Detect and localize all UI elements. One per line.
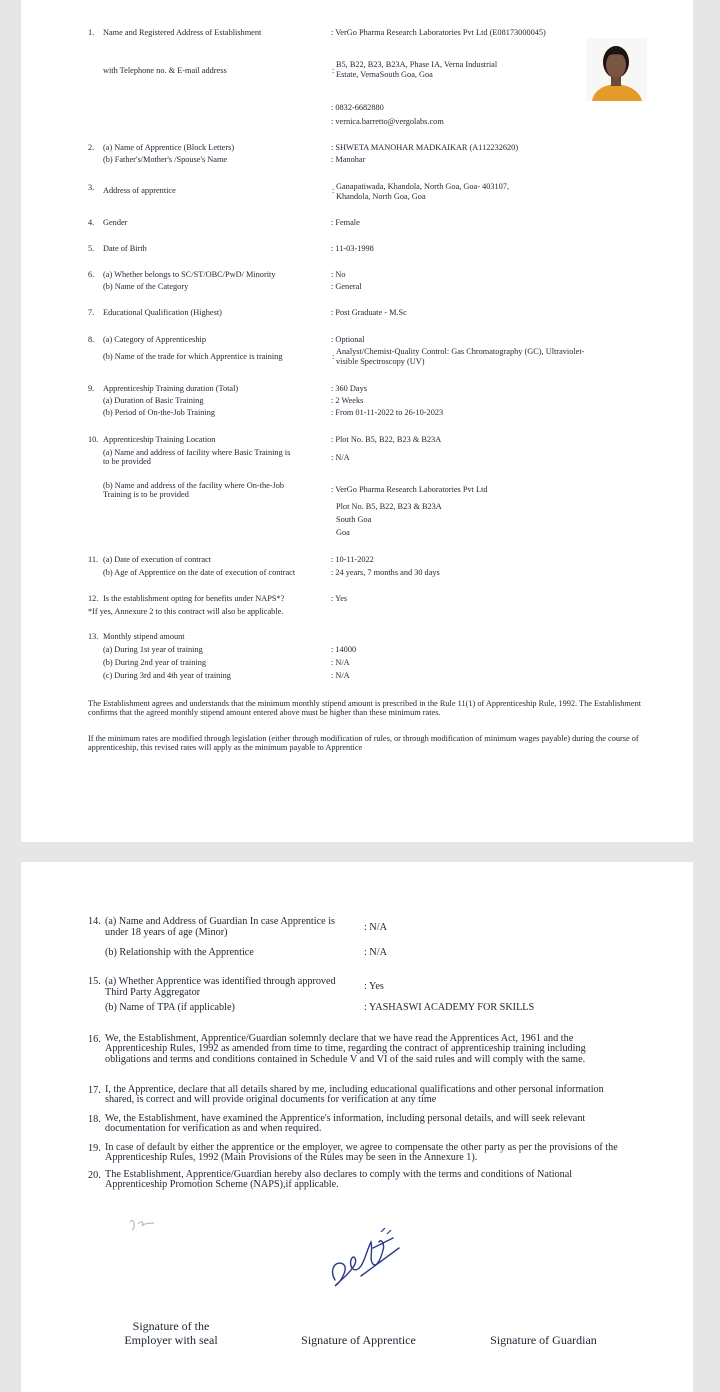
q8-value-a: : Optional [331,335,365,344]
q5-value: : 11-03-1998 [331,244,374,253]
q4-label: Gender [103,218,128,227]
q12-label: Is the establishment opting for benefits under NAPS*? [103,594,285,603]
declaration-20-number: 20. [88,1170,101,1181]
q3-label: Address of apprentice [103,186,176,195]
declaration-18-number: 18. [88,1114,101,1125]
q12-note: *If yes, Annexure 2 to this contract will also be applicable. [88,607,284,616]
q9-value-b: : From 01-11-2022 to 26-10-2023 [331,408,444,417]
q7-value: : Post Graduate - M.Sc [331,308,407,317]
q13-number: 13. [88,632,99,641]
q1-number: 1. [88,28,95,37]
q14-label-b: (b) Relationship with the Apprentice [105,947,254,958]
q14-value-a: : N/A [364,922,387,933]
q1-phone: : 0832-6682880 [331,103,384,112]
q10-value-b-line2: Plot No. B5, B22, B23 & B23A [336,502,442,511]
q13-value-c: : N/A [331,671,350,680]
q1-label-a: Name and Registered Address of Establishment [103,28,262,37]
contract-page-1 [21,0,693,842]
q15-label-a-line2: Third Party Aggregator [105,987,201,998]
q2-label-a: (a) Name of Apprentice (Block Letters) [103,143,235,152]
q10-number: 10. [88,435,99,444]
employer-signature-caption-line2: Employer with seal [124,1333,218,1347]
q8-value-b-line1: Analyst/Chemist-Quality Control: Gas Chromatography (GC), Ultraviolet- [336,347,585,356]
q9-number: 9. [88,384,95,393]
q10-label-b-line1: (b) Name and address of the facility where On-the-Job [103,481,285,490]
stipend-paragraph-1: The Establishment agrees and understands that the minimum monthly stipend amount is prescribed in the Rule 11(1) of Apprenticeship Rule, 1992. The Establishment confirms that the agreed monthly stipend amount entered above must be higher than these minimum rates. [88,699,642,718]
q6-value-b: : General [331,282,362,291]
q13-value-b: : N/A [331,658,350,667]
q10-label-a-line1: (a) Name and address of facility where Basic Training is [103,448,291,457]
q6-label-b: (b) Name of the Category [103,282,189,291]
guardian-signature-caption: Signature of Guardian [490,1333,597,1347]
q10-value-b-line1: : VerGo Pharma Research Laboratories Pvt Ltd [331,485,488,494]
q9-value: : 360 Days [331,384,367,393]
q13-label-b: (b) During 2nd year of training [103,658,206,667]
declaration-17-text: I, the Apprentice, declare that all details shared by me, including educational qualifications and other personal information shared, is correct and will provide original documents for verification at any time [105,1084,604,1106]
q11-value-b: : 24 years, 7 months and 30 days [331,568,440,577]
q6-number: 6. [88,270,95,279]
q15-value-a: : Yes [364,981,384,992]
q8-value-b-line2: visible Spectroscopy (UV) [336,357,425,366]
declaration-16-number: 16. [88,1034,101,1045]
q12-value: : Yes [331,594,348,603]
apprentice-signature-icon [321,1220,411,1295]
q15-value-b: : YASHASWI ACADEMY FOR SKILLS [364,1002,535,1013]
q1-email: : vernica.barretto@vergolabs.com [331,117,444,126]
q7-label: Educational Qualification (Highest) [103,308,222,317]
q3-value-line1: Ganapatiwada, Khandola, North Goa, Goa- 403107, [336,182,510,191]
q1-establishment-name: : VerGo Pharma Research Laboratories Pvt Ltd (E08173000045) [331,28,546,37]
declaration-20-text: The Establishment, Apprentice/Guardian hereby also declares to comply with the terms and conditions of National Apprenticeship Promotion Scheme (NAPS),if applicable. [105,1169,573,1191]
q5-label: Date of Birth [103,244,147,253]
q9-value-a: : 2 Weeks [331,396,364,405]
apprentice-signature-caption: Signature of Apprentice [301,1333,416,1347]
q8-label-b: (b) Name of the trade for which Apprentice is training [103,352,283,361]
q14-number: 14. [88,916,101,927]
q10-value-b-line4: Goa [336,528,350,537]
q7-number: 7. [88,308,95,317]
contract-page-2 [21,862,693,1392]
q14-value-b: : N/A [364,947,387,958]
q11-value-a: : 10-11-2022 [331,555,374,564]
q2-number: 2. [88,143,95,152]
q2-value-a: : SHWETA MANOHAR MADKAIKAR (A112232620) [331,143,519,152]
q15-label-b: (b) Name of TPA (if applicable) [105,1002,235,1013]
q13-label-c: (c) During 3rd and 4th year of training [103,671,231,680]
q10-label: Apprenticeship Training Location [103,435,216,444]
q11-label-a: (a) Date of execution of contract [103,555,212,564]
q4-number: 4. [88,218,95,227]
q11-label-b: (b) Age of Apprentice on the date of execution of contract [103,568,296,577]
q10-value: : Plot No. B5, B22, B23 & B23A [331,435,442,444]
declaration-19-number: 19. [88,1143,101,1154]
q10-label-a-line2: to be provided [103,457,151,466]
declaration-18-text: We, the Establishment, have examined the Apprentice's information, including personal details, and will seek relevant documentation for verification as and when required. [105,1113,586,1135]
q13-label-a: (a) During 1st year of training [103,645,203,654]
q2-label-b: (b) Father's/Mother's /Spouse's Name [103,155,228,164]
q5-number: 5. [88,244,95,253]
q2-value-b: : Manohar [331,155,366,164]
q8-number: 8. [88,335,95,344]
q14-label-a-line1: (a) Name and Address of Guardian In case Apprentice is [105,916,335,927]
q3-number: 3. [88,183,95,192]
q9-label: Apprenticeship Training duration (Total) [103,384,239,393]
q10-value-a: : N/A [331,453,350,462]
declaration-17-number: 17. [88,1085,101,1096]
q1-address-line1: B5, B22, B23, B23A, Phase IA, Verna Industrial [336,60,498,69]
q10-label-b-line2: Training is to be provided [103,490,189,499]
q15-number: 15. [88,976,101,987]
q3-colon: : [332,186,335,195]
q13-label: Monthly stipend amount [103,632,185,641]
q1-address-line2: Estate, VernaSouth Goa, Goa [336,70,433,79]
q14-label-a-line2: under 18 years of age (Minor) [105,927,228,938]
q6-label-a: (a) Whether belongs to SC/ST/OBC/PwD/ Minority [103,270,276,279]
q9-label-b: (b) Period of On-the-Job Training [103,408,215,417]
stipend-paragraph-2: If the minimum rates are modified through legislation (either through modification of rules, or through modification of minimum wages payable) during the course of apprenticeship, this revised rates will apply as the minimum payable to Apprentice [88,734,639,753]
q10-value-b-line3: South Goa [336,515,372,524]
q3-value-line2: Khandola, North Goa, Goa [336,192,426,201]
q13-value-a: : 14000 [331,645,357,654]
q8-value-b-colon: : [332,352,335,361]
declaration-16-text: We, the Establishment, Apprentice/Guardian solemnly declare that we have read the Apprentices Act, 1961 and the Apprenticeship Rules, 1992 as amended from time to time, regarding the contract of apprenticeship training including obligations and terms and conditions contained in Schedule V and VI of the said rules and will comply with the same. [105,1033,586,1065]
q8-label-a: (a) Category of Apprenticeship [103,335,206,344]
q6-value-a: : No [331,270,346,279]
q9-label-a: (a) Duration of Basic Training [103,396,204,405]
q12-number: 12. [88,594,99,603]
declaration-19-text: In case of default by either the apprentice or the employer, we agree to compensate the other party as per the provisions of the Apprenticeship Rules, 1992 (Main Provisions of the Rules may be seen in the Annexure 1). [105,1142,618,1164]
q4-value: : Female [331,218,360,227]
apprentice-photo [586,38,647,101]
q11-number: 11. [88,555,99,564]
q1-address-colon: : [332,66,335,75]
q15-label-a-line1: (a) Whether Apprentice was identified through approved [105,976,336,987]
employer-initials-mark [126,1212,166,1236]
q1-label-b: with Telephone no. & E-mail address [103,66,227,75]
employer-signature-caption-line1: Signature of the [132,1319,210,1333]
